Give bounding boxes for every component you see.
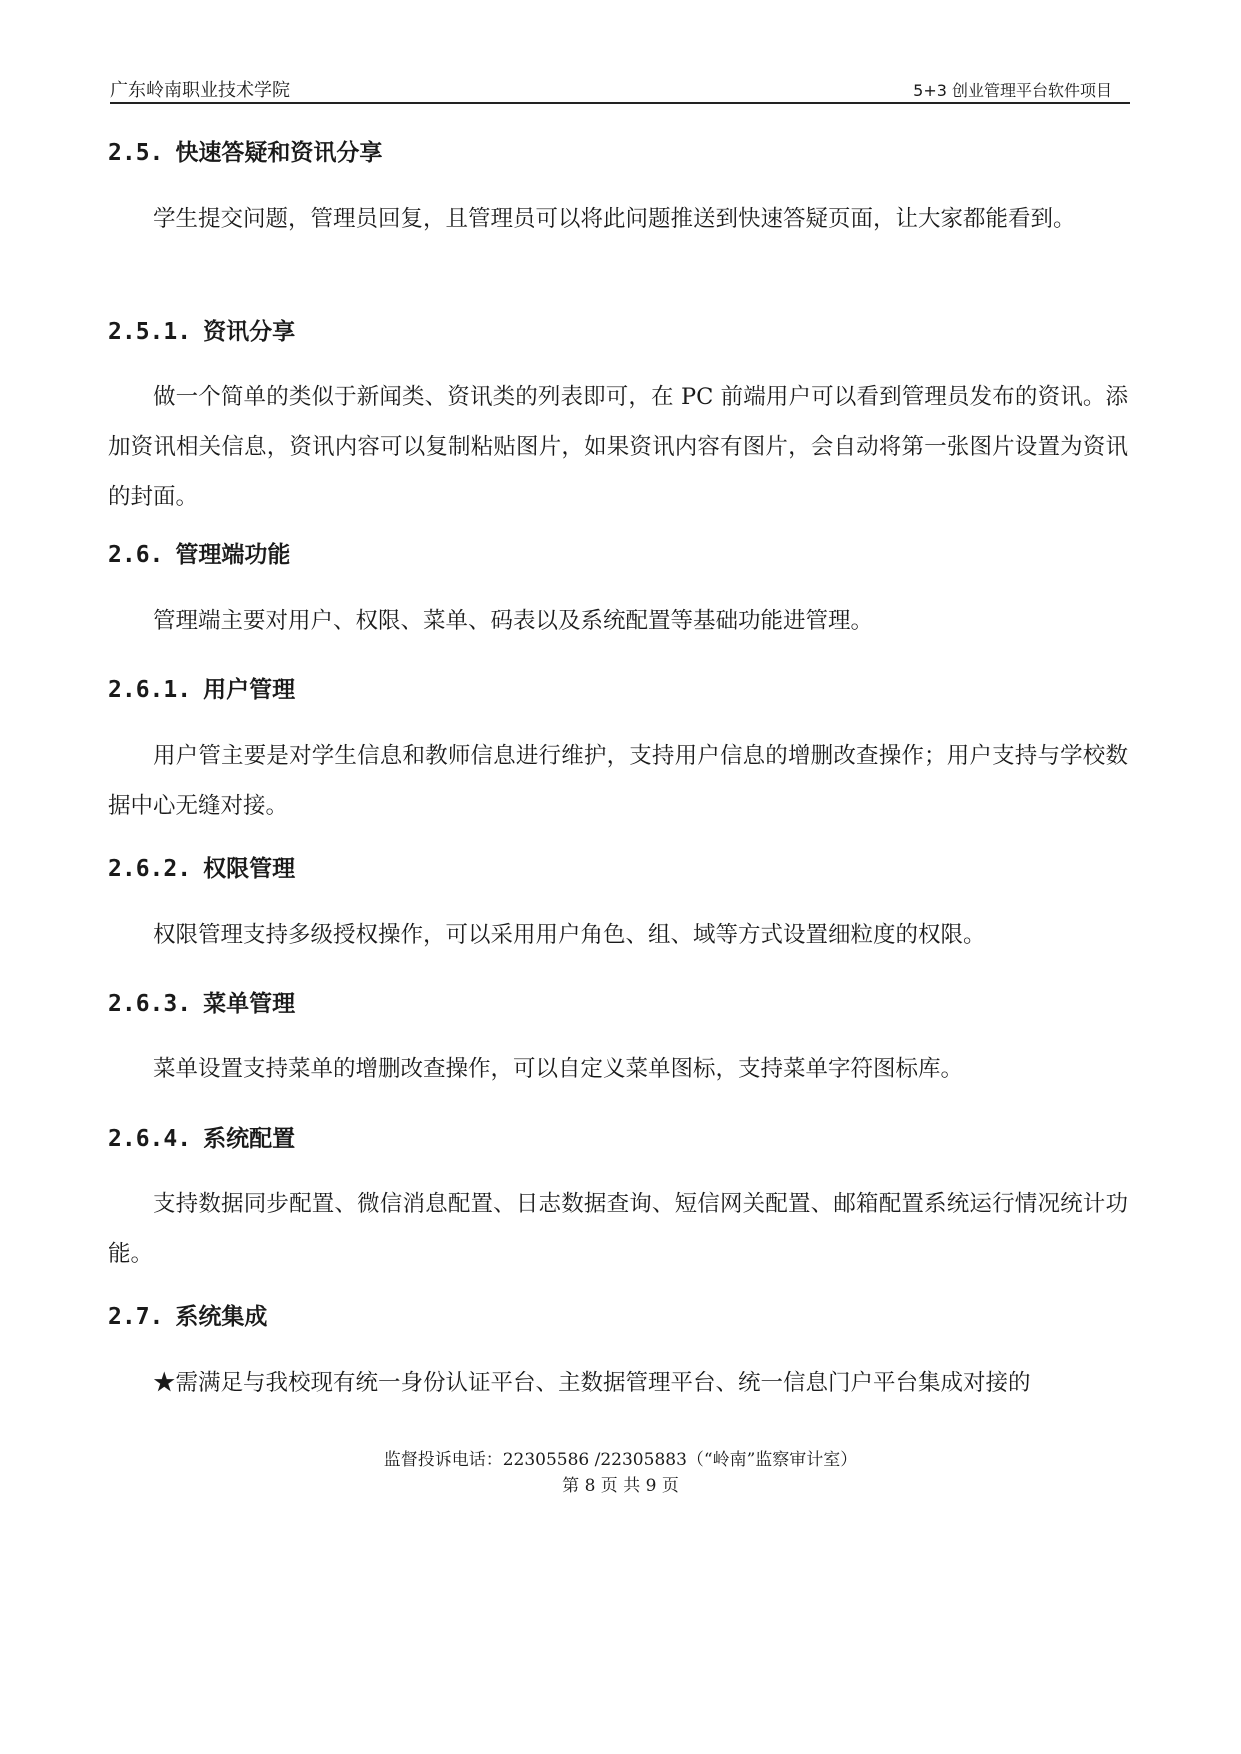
section-title: 快速答疑和资讯分享	[175, 140, 383, 166]
paragraph: 学生提交问题，管理员回复，且管理员可以将此问题推送到快速答疑页面，让大家都能看到。	[153, 206, 1076, 232]
section-heading	[108, 850, 295, 883]
section-number: 2.5.	[108, 140, 164, 166]
footer-page-number: 第 8 页 共 9 页	[562, 1476, 679, 1496]
section-title: 权限管理	[203, 856, 296, 882]
header-project: 5+3 创业管理平台软件项目	[913, 81, 1112, 100]
paragraph: 用户管主要是对学生信息和教师信息进行维护，支持用户信息的增删改查操作；用户支持与学校数据中心无缝对接。	[108, 743, 1128, 819]
page-header	[110, 72, 1130, 104]
section-title: 系统集成	[175, 1304, 268, 1330]
section-title: 资讯分享	[203, 319, 296, 345]
paragraph: 管理端主要对用户、权限、菜单、码表以及系统配置等基础功能进管理。	[153, 608, 874, 634]
section-heading	[108, 134, 382, 167]
section-heading	[108, 671, 295, 704]
section-number: 2.6.2.	[108, 856, 192, 882]
section-number: 2.6.4.	[108, 1126, 192, 1152]
paragraph: 支持数据同步配置、微信消息配置、日志数据查询、短信网关配置、邮箱配置系统运行情况统计功能。	[108, 1191, 1128, 1267]
paragraph: ★需满足与我校现有统一身份认证平台、主数据管理平台、统一信息门户平台集成对接的	[153, 1370, 1031, 1396]
section-title: 菜单管理	[203, 991, 296, 1017]
section-number: 2.6.3.	[108, 991, 192, 1017]
section-heading	[108, 1298, 267, 1331]
header-institution: 广东岭南职业技术学院	[110, 80, 290, 101]
section-number: 2.6.	[108, 542, 164, 568]
section-number: 2.7.	[108, 1304, 164, 1330]
footer-contact: 监督投诉电话：22305586 /22305883（“岭南”监察审计室）	[383, 1450, 858, 1470]
section-heading	[108, 536, 290, 569]
section-heading	[108, 313, 295, 346]
paragraph: 做一个简单的类似于新闻类、资讯类的列表即可，在 PC 前端用户可以看到管理员发布的资讯。添加资讯相关信息，资讯内容可以复制粘贴图片，如果资讯内容有图片，会自动将第一张图片设置为资讯的封面。	[108, 384, 1128, 510]
paragraph: 菜单设置支持菜单的增删改查操作，可以自定义菜单图标，支持菜单字符图标库。	[153, 1056, 964, 1082]
section-title: 用户管理	[203, 677, 296, 703]
section-number: 2.5.1.	[108, 319, 192, 345]
section-title: 系统配置	[203, 1126, 296, 1152]
section-number: 2.6.1.	[108, 677, 192, 703]
section-heading	[108, 1120, 295, 1153]
section-title: 管理端功能	[175, 542, 291, 568]
paragraph: 权限管理支持多级授权操作，可以采用用户角色、组、域等方式设置细粒度的权限。	[153, 922, 986, 948]
section-heading	[108, 985, 295, 1018]
